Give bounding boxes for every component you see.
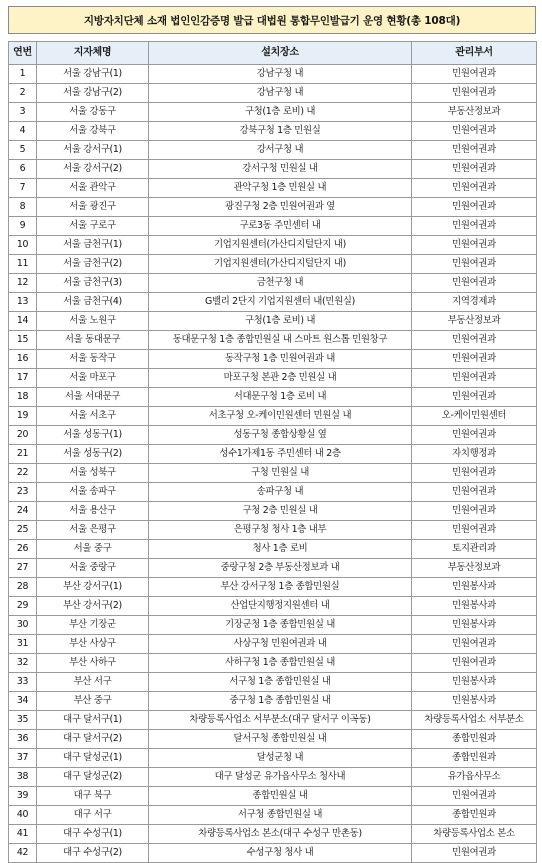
cell-department: 민원여권과 xyxy=(412,388,537,407)
cell-department: 지역경제과 xyxy=(412,293,537,312)
cell-department: 민원여권과 xyxy=(412,160,537,179)
table-row xyxy=(9,502,537,521)
cell-department: 민원여권과 xyxy=(412,654,537,673)
table-body xyxy=(9,65,537,863)
cell-location: 금천구청 내 xyxy=(149,274,412,293)
cell-no: 41 xyxy=(9,825,37,844)
cell-location: 구청 2층 민원실 내 xyxy=(149,502,412,521)
cell-municipality: 대구 수성구(2) xyxy=(37,844,149,863)
cell-location: 마포구청 본관 2층 민원실 내 xyxy=(149,369,412,388)
cell-no: 24 xyxy=(9,502,37,521)
cell-no: 38 xyxy=(9,768,37,787)
cell-department: 민원여권과 xyxy=(412,274,537,293)
cell-location: 사상구청 민원여권과 내 xyxy=(149,635,412,654)
cell-no: 42 xyxy=(9,844,37,863)
cell-municipality: 서울 중구 xyxy=(37,540,149,559)
cell-department: 종합민원과 xyxy=(412,730,537,749)
cell-municipality: 부산 강서구(2) xyxy=(37,597,149,616)
cell-no: 40 xyxy=(9,806,37,825)
cell-municipality: 서울 성동구(1) xyxy=(37,426,149,445)
table-row xyxy=(9,730,537,749)
table-row xyxy=(9,616,537,635)
cell-department: 민원봉사과 xyxy=(412,578,537,597)
cell-department: 부동산정보과 xyxy=(412,103,537,122)
kiosk-table xyxy=(8,41,537,863)
cell-no: 7 xyxy=(9,179,37,198)
table-row xyxy=(9,483,537,502)
cell-municipality: 부산 강서구(1) xyxy=(37,578,149,597)
cell-location: 기업지원센터(가산디지털단지 내) xyxy=(149,236,412,255)
cell-department: 민원여권과 xyxy=(412,179,537,198)
cell-department: 민원여권과 xyxy=(412,255,537,274)
cell-municipality: 서울 성동구(2) xyxy=(37,445,149,464)
cell-location: 구청(1층 로비) 내 xyxy=(149,103,412,122)
cell-no: 22 xyxy=(9,464,37,483)
cell-location: 서대문구청 1층 로비 내 xyxy=(149,388,412,407)
cell-no: 28 xyxy=(9,578,37,597)
cell-no: 25 xyxy=(9,521,37,540)
cell-municipality: 대구 달성군(2) xyxy=(37,768,149,787)
table-row xyxy=(9,445,537,464)
cell-department: 민원여권과 xyxy=(412,65,537,84)
cell-municipality: 대구 달서구(1) xyxy=(37,711,149,730)
cell-department: 유가읍사무소 xyxy=(412,768,537,787)
cell-location: 차량등록사업소 본소(대구 수성구 만촌동) xyxy=(149,825,412,844)
table-row xyxy=(9,559,537,578)
cell-department: 민원여권과 xyxy=(412,84,537,103)
cell-municipality: 대구 수성구(1) xyxy=(37,825,149,844)
cell-no: 33 xyxy=(9,673,37,692)
cell-no: 20 xyxy=(9,426,37,445)
table-row xyxy=(9,521,537,540)
table-row xyxy=(9,331,537,350)
cell-location: 구청(1층 로비) 내 xyxy=(149,312,412,331)
cell-no: 12 xyxy=(9,274,37,293)
cell-no: 19 xyxy=(9,407,37,426)
cell-municipality: 부산 중구 xyxy=(37,692,149,711)
cell-no: 4 xyxy=(9,122,37,141)
cell-location: 부산 강서구청 1층 종합민원실 xyxy=(149,578,412,597)
cell-location: 수성구청 청사 내 xyxy=(149,844,412,863)
cell-municipality: 서울 금천구(2) xyxy=(37,255,149,274)
document-title: 지방자치단체 소재 법인인감증명 발급 대법원 통합무인발급기 운영 현황(총 108대) xyxy=(8,6,536,34)
cell-municipality: 대구 북구 xyxy=(37,787,149,806)
table-row xyxy=(9,692,537,711)
cell-municipality: 서울 금천구(4) xyxy=(37,293,149,312)
table-row xyxy=(9,293,537,312)
cell-no: 27 xyxy=(9,559,37,578)
cell-location: 달서구청 종합민원실 내 xyxy=(149,730,412,749)
table-row xyxy=(9,312,537,331)
cell-no: 29 xyxy=(9,597,37,616)
document xyxy=(8,6,536,863)
cell-location: 차량등록사업소 서부분소(대구 달서구 이곡동) xyxy=(149,711,412,730)
cell-no: 23 xyxy=(9,483,37,502)
cell-no: 26 xyxy=(9,540,37,559)
cell-department: 종합민원과 xyxy=(412,806,537,825)
cell-location: 서초구청 오-케이민원센터 민원실 내 xyxy=(149,407,412,426)
cell-location: 성동구청 종합상황실 옆 xyxy=(149,426,412,445)
table-row xyxy=(9,464,537,483)
cell-no: 10 xyxy=(9,236,37,255)
cell-municipality: 대구 달성군(1) xyxy=(37,749,149,768)
cell-department: 차량등록사업소 본소 xyxy=(412,825,537,844)
table-row xyxy=(9,749,537,768)
cell-department: 민원여권과 xyxy=(412,635,537,654)
cell-department: 민원여권과 xyxy=(412,350,537,369)
cell-municipality: 부산 사하구 xyxy=(37,654,149,673)
cell-location: 대구 달성군 유가읍사무소 청사내 xyxy=(149,768,412,787)
cell-municipality: 부산 기장군 xyxy=(37,616,149,635)
table-row xyxy=(9,711,537,730)
cell-department: 자치행정과 xyxy=(412,445,537,464)
cell-municipality: 서울 중랑구 xyxy=(37,559,149,578)
cell-no: 35 xyxy=(9,711,37,730)
table-row xyxy=(9,825,537,844)
cell-municipality: 부산 서구 xyxy=(37,673,149,692)
cell-no: 15 xyxy=(9,331,37,350)
table-row xyxy=(9,407,537,426)
cell-municipality: 서울 마포구 xyxy=(37,369,149,388)
cell-department: 민원여권과 xyxy=(412,483,537,502)
cell-municipality: 서울 동대문구 xyxy=(37,331,149,350)
cell-department: 민원여권과 xyxy=(412,369,537,388)
table-row xyxy=(9,369,537,388)
cell-department: 오-케이민원센터 xyxy=(412,407,537,426)
table-row xyxy=(9,654,537,673)
table-row xyxy=(9,122,537,141)
table-row xyxy=(9,388,537,407)
cell-location: 구청 민원실 내 xyxy=(149,464,412,483)
cell-location: 관악구청 1층 민원실 내 xyxy=(149,179,412,198)
cell-department: 민원여권과 xyxy=(412,502,537,521)
cell-location: 강남구청 내 xyxy=(149,65,412,84)
table-row xyxy=(9,597,537,616)
cell-department: 민원여권과 xyxy=(412,198,537,217)
table-row xyxy=(9,673,537,692)
table-row xyxy=(9,236,537,255)
table-row xyxy=(9,787,537,806)
cell-department: 민원여권과 xyxy=(412,331,537,350)
header-location: 설치장소 xyxy=(149,42,412,65)
cell-municipality: 서울 광진구 xyxy=(37,198,149,217)
cell-location: 기업지원센터(가산디지털단지 내) xyxy=(149,255,412,274)
cell-no: 32 xyxy=(9,654,37,673)
table-row xyxy=(9,274,537,293)
cell-municipality: 대구 달서구(2) xyxy=(37,730,149,749)
cell-department: 민원봉사과 xyxy=(412,692,537,711)
cell-department: 민원봉사과 xyxy=(412,616,537,635)
cell-location: 강남구청 내 xyxy=(149,84,412,103)
cell-location: 산업단지행정지원센터 내 xyxy=(149,597,412,616)
cell-municipality: 서울 금천구(3) xyxy=(37,274,149,293)
cell-no: 30 xyxy=(9,616,37,635)
cell-location: 성수1가제1동 주민센터 내 2층 xyxy=(149,445,412,464)
cell-department: 부동산정보과 xyxy=(412,559,537,578)
cell-no: 6 xyxy=(9,160,37,179)
cell-no: 3 xyxy=(9,103,37,122)
cell-no: 9 xyxy=(9,217,37,236)
table-row xyxy=(9,426,537,445)
cell-department: 민원여권과 xyxy=(412,844,537,863)
cell-department: 민원여권과 xyxy=(412,217,537,236)
header-municipality: 지자체명 xyxy=(37,42,149,65)
cell-department: 민원여권과 xyxy=(412,141,537,160)
cell-location: G밸리 2단지 기업지원센터 내(민원실) xyxy=(149,293,412,312)
cell-no: 11 xyxy=(9,255,37,274)
cell-no: 34 xyxy=(9,692,37,711)
cell-location: 중랑구청 2층 부동산정보과 내 xyxy=(149,559,412,578)
cell-no: 1 xyxy=(9,65,37,84)
cell-department: 민원여권과 xyxy=(412,236,537,255)
cell-municipality: 서울 서대문구 xyxy=(37,388,149,407)
cell-municipality: 대구 서구 xyxy=(37,806,149,825)
table-row xyxy=(9,255,537,274)
cell-location: 구로3동 주민센터 내 xyxy=(149,217,412,236)
header-no: 연번 xyxy=(9,42,37,65)
cell-municipality: 서울 성북구 xyxy=(37,464,149,483)
table-row xyxy=(9,217,537,236)
cell-location: 서구청 종합민원실 내 xyxy=(149,806,412,825)
cell-no: 14 xyxy=(9,312,37,331)
cell-municipality: 서울 강서구(1) xyxy=(37,141,149,160)
table-row xyxy=(9,768,537,787)
cell-no: 37 xyxy=(9,749,37,768)
table-row xyxy=(9,179,537,198)
cell-location: 청사 1층 로비 xyxy=(149,540,412,559)
cell-department: 민원봉사과 xyxy=(412,597,537,616)
cell-location: 동대문구청 1층 종합민원실 내 스마트 원스톱 민원창구 xyxy=(149,331,412,350)
cell-location: 송파구청 내 xyxy=(149,483,412,502)
header-department: 관리부서 xyxy=(412,42,537,65)
cell-department: 민원여권과 xyxy=(412,521,537,540)
cell-no: 18 xyxy=(9,388,37,407)
cell-location: 종합민원실 내 xyxy=(149,787,412,806)
cell-location: 사하구청 1층 종합민원실 내 xyxy=(149,654,412,673)
table-header-row xyxy=(9,42,537,65)
cell-municipality: 서울 강남구(2) xyxy=(37,84,149,103)
table-row xyxy=(9,635,537,654)
cell-no: 2 xyxy=(9,84,37,103)
table-row xyxy=(9,578,537,597)
cell-location: 강서구청 민원실 내 xyxy=(149,160,412,179)
table-row xyxy=(9,350,537,369)
cell-no: 5 xyxy=(9,141,37,160)
table-row xyxy=(9,103,537,122)
cell-no: 16 xyxy=(9,350,37,369)
cell-municipality: 서울 노원구 xyxy=(37,312,149,331)
cell-department: 토지관리과 xyxy=(412,540,537,559)
cell-no: 31 xyxy=(9,635,37,654)
cell-municipality: 서울 구로구 xyxy=(37,217,149,236)
cell-location: 은평구청 청사 1층 내부 xyxy=(149,521,412,540)
table-row xyxy=(9,84,537,103)
cell-department: 민원여권과 xyxy=(412,787,537,806)
table-row xyxy=(9,806,537,825)
cell-department: 부동산정보과 xyxy=(412,312,537,331)
cell-location: 달성군청 내 xyxy=(149,749,412,768)
cell-location: 광진구청 2층 민원여권과 옆 xyxy=(149,198,412,217)
cell-municipality: 서울 관악구 xyxy=(37,179,149,198)
cell-location: 동작구청 1층 민원여권과 내 xyxy=(149,350,412,369)
table-row xyxy=(9,198,537,217)
cell-no: 17 xyxy=(9,369,37,388)
cell-department: 민원봉사과 xyxy=(412,673,537,692)
cell-municipality: 부산 사상구 xyxy=(37,635,149,654)
cell-department: 종합민원과 xyxy=(412,749,537,768)
table-row xyxy=(9,844,537,863)
table-row xyxy=(9,540,537,559)
table-row xyxy=(9,141,537,160)
table-row xyxy=(9,65,537,84)
cell-municipality: 서울 금천구(1) xyxy=(37,236,149,255)
cell-department: 민원여권과 xyxy=(412,122,537,141)
cell-municipality: 서울 강서구(2) xyxy=(37,160,149,179)
cell-municipality: 서울 서초구 xyxy=(37,407,149,426)
cell-no: 39 xyxy=(9,787,37,806)
cell-location: 중구청 1층 종합민원실 내 xyxy=(149,692,412,711)
cell-municipality: 서울 용산구 xyxy=(37,502,149,521)
cell-no: 8 xyxy=(9,198,37,217)
cell-location: 강서구청 내 xyxy=(149,141,412,160)
cell-department: 차량등록사업소 서부분소 xyxy=(412,711,537,730)
cell-municipality: 서울 강북구 xyxy=(37,122,149,141)
table-row xyxy=(9,160,537,179)
cell-department: 민원여권과 xyxy=(412,464,537,483)
cell-location: 강북구청 1층 민원실 xyxy=(149,122,412,141)
cell-location: 기장군청 1층 종합민원실 내 xyxy=(149,616,412,635)
cell-municipality: 서울 송파구 xyxy=(37,483,149,502)
cell-no: 36 xyxy=(9,730,37,749)
cell-no: 13 xyxy=(9,293,37,312)
cell-municipality: 서울 동작구 xyxy=(37,350,149,369)
cell-municipality: 서울 강동구 xyxy=(37,103,149,122)
cell-no: 21 xyxy=(9,445,37,464)
cell-department: 민원여권과 xyxy=(412,426,537,445)
cell-location: 서구청 1층 종합민원실 내 xyxy=(149,673,412,692)
cell-municipality: 서울 강남구(1) xyxy=(37,65,149,84)
cell-municipality: 서울 은평구 xyxy=(37,521,149,540)
